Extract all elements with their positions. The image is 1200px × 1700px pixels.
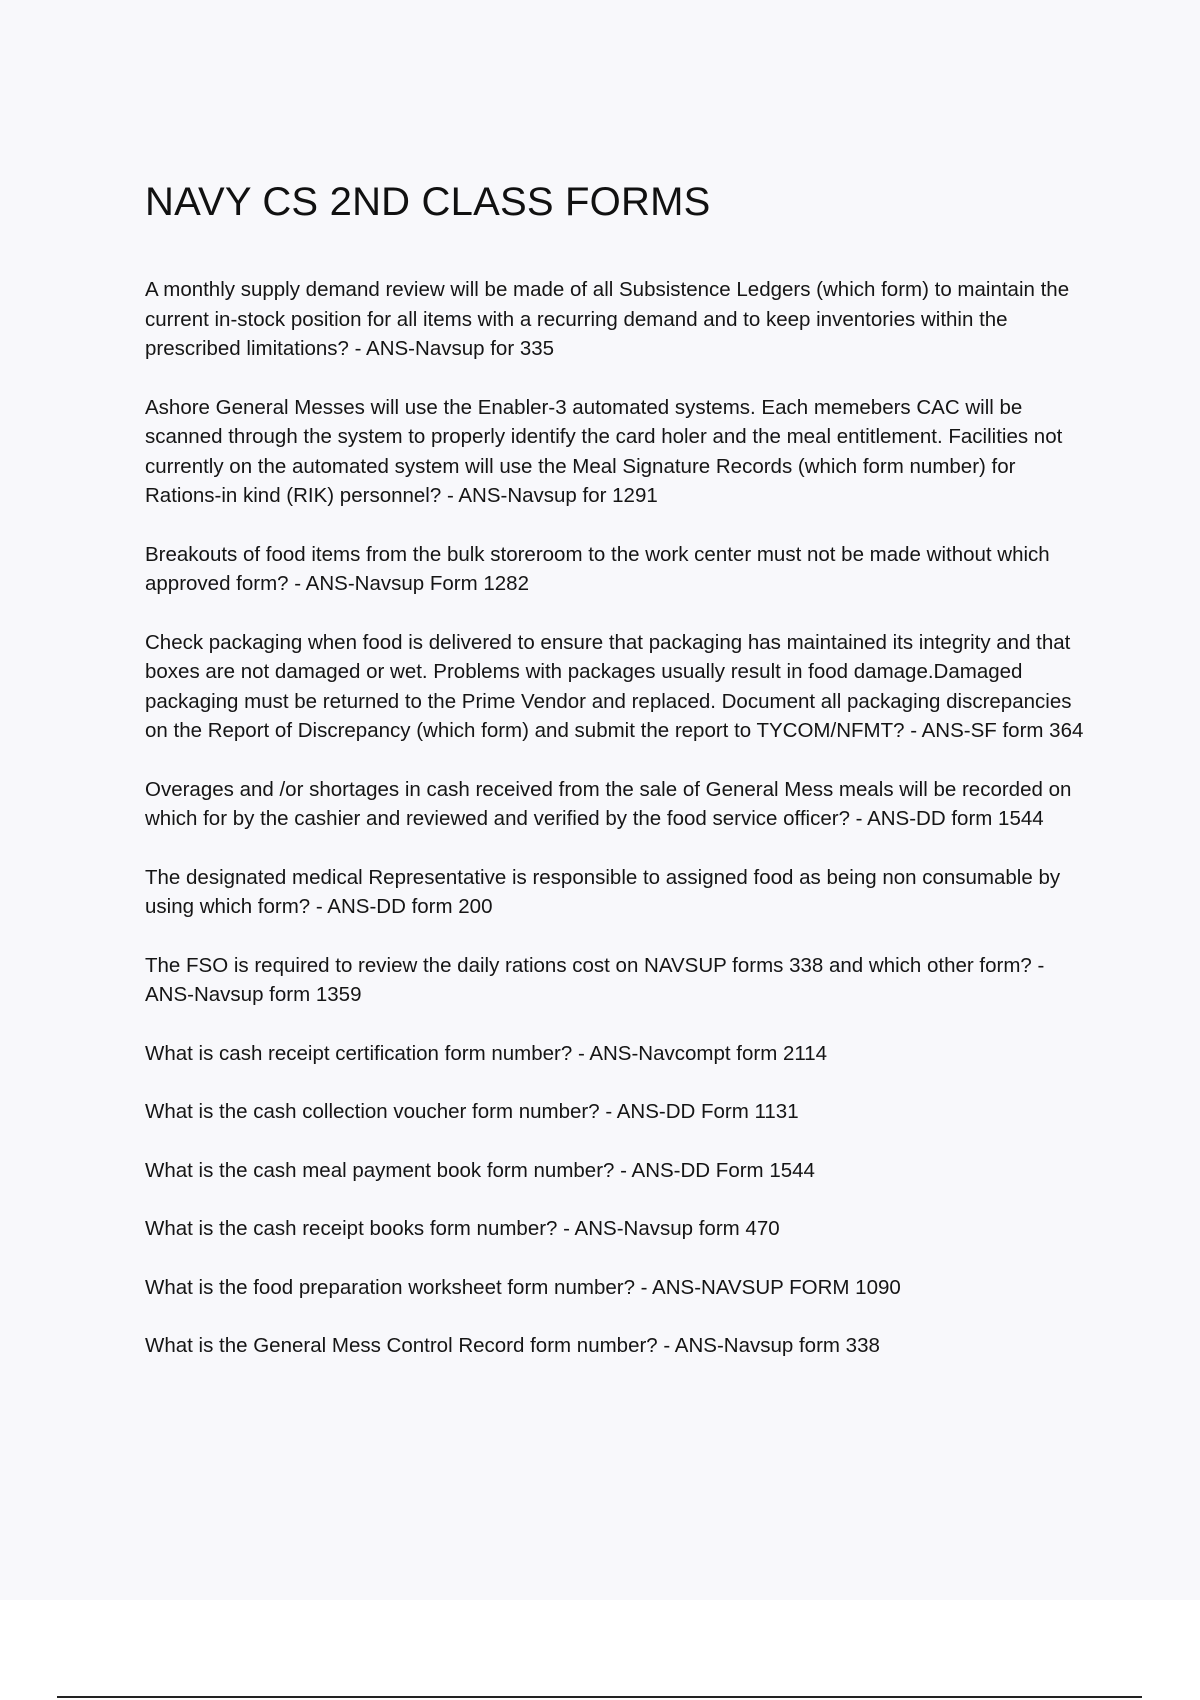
qa-item: Overages and /or shortages in cash received from the sale of General Mess meals will be recorded on which for by the cashier and reviewed and verified by the food service officer? - ANS-DD form 1544: [145, 777, 1072, 830]
page-title: NAVY CS 2ND CLASS FORMS: [145, 180, 711, 224]
qa-item: The FSO is required to review the daily rations cost on NAVSUP forms 338 and which other form? - ANS-Navsup form 1359: [145, 953, 1045, 1006]
qa-item: What is the cash collection voucher form number? - ANS-DD Form 1131: [145, 1100, 799, 1123]
qa-item: What is the General Mess Control Record form number? - ANS-Navsup form 338: [145, 1334, 880, 1357]
qa-item: The designated medical Representative is responsible to assigned food as being non consumable by using which form? - ANS-DD form 200: [145, 865, 1061, 918]
qa-list: [145, 275, 1095, 1361]
qa-item: Check packaging when food is delivered to ensure that packaging has maintained its integrity and that boxes are not damaged or wet. Problems with packages usually result in food damage.Damaged packaging must be returned to the Prime Vendor and replaced. Document all packaging discrepancies on the Report of Discrepancy (which form) and submit the report to TYCOM/NFMT? - ANS-SF form 364: [145, 630, 1084, 742]
document-content: [145, 178, 1095, 1390]
qa-item: A monthly supply demand review will be made of all Subsistence Ledgers (which form) to maintain the current in-stock position for all items with a recurring demand and to keep inventories within the prescribed limitations? - ANS-Navsup for 335: [145, 278, 1070, 360]
qa-item: What is the cash meal payment book form number? - ANS-DD Form 1544: [145, 1158, 815, 1182]
qa-item: Ashore General Messes will use the Enabler-3 automated systems. Each memebers CAC will be scanned through the system to properly identify the card holer and the meal entitlement. Facilities not currently on the automated system will use the Meal Signature Records (which form number) for Rations-in kind (RIK) personnel? - ANS-Navsup for 1291: [145, 395, 1063, 507]
qa-item: What is the food preparation worksheet form number? - ANS-NAVSUP FORM 1090: [145, 1275, 901, 1299]
bottom-divider: [57, 1696, 1142, 1698]
qa-item: Breakouts of food items from the bulk storeroom to the work center must not be made without which approved form? - ANS-Navsup Form 1282: [145, 542, 1050, 595]
qa-item: What is the cash receipt books form number? - ANS-Navsup form 470: [145, 1217, 780, 1240]
qa-item: What is cash receipt certification form number? - ANS-Navcompt form 2114: [145, 1041, 828, 1065]
